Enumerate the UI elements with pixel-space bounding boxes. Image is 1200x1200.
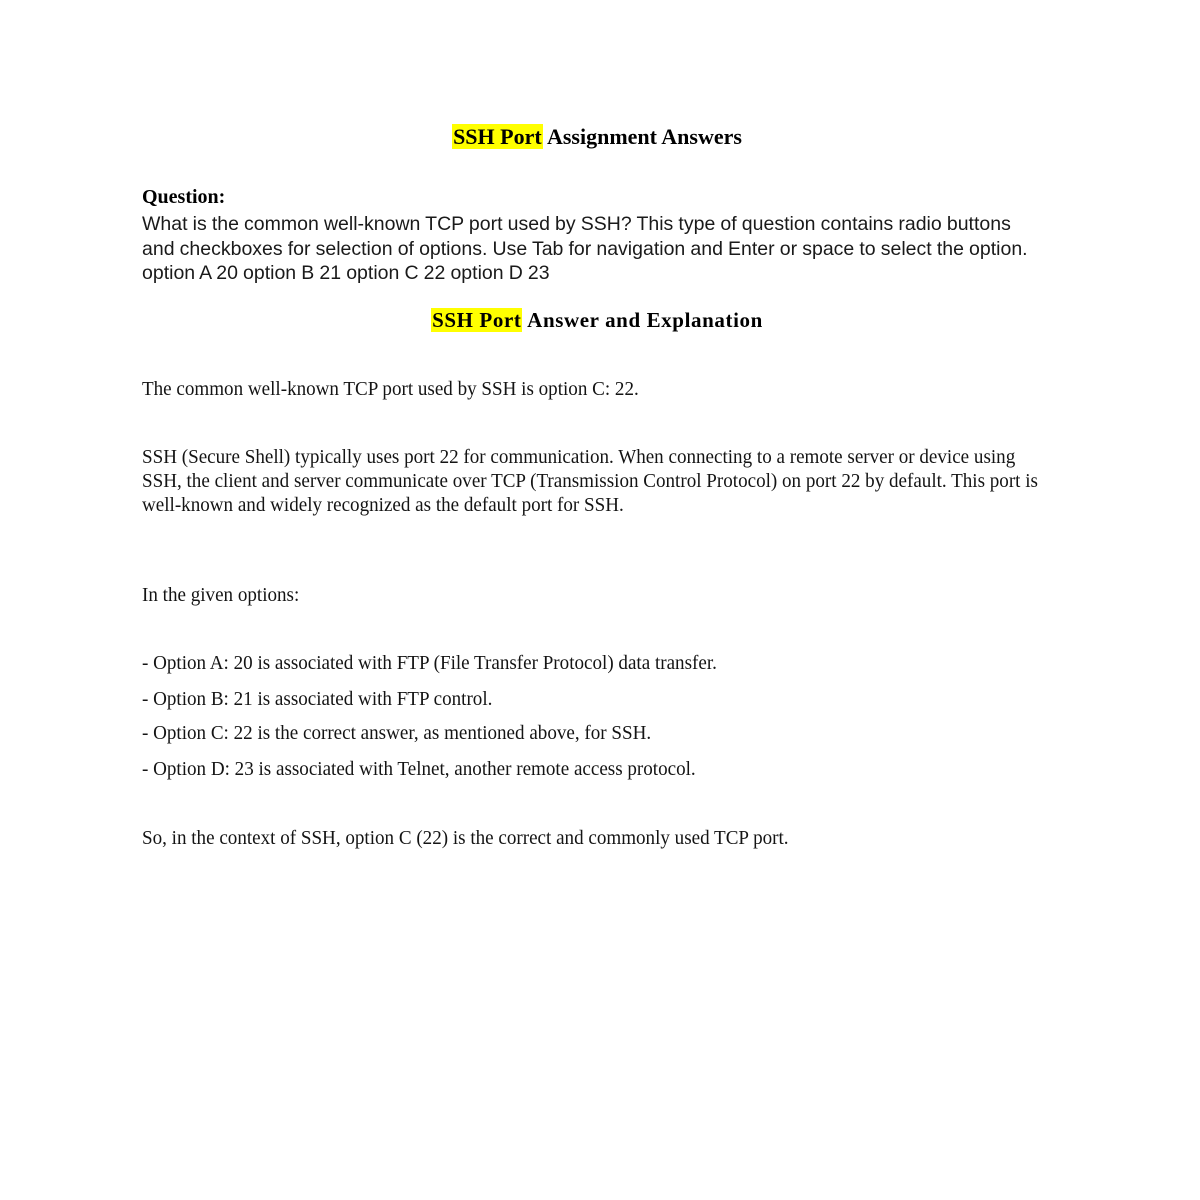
explanation-paragraph: SSH (Secure Shell) typically uses port 22 for communication. When connecting to a remote server or device using SSH, the client and server communicate over TCP (Transmission Control Protocol) on port 22 by default. This port is well-known and widely recognized as the default port for SSH.: [142, 446, 1038, 516]
option-line-a: - Option A: 20 is associated with FTP (File Transfer Protocol) data transfer.: [142, 652, 717, 674]
page-title: [142, 123, 1052, 151]
option-line-c: - Option C: 22 is the correct answer, as mentioned above, for SSH.: [142, 722, 652, 744]
conclusion-paragraph: So, in the context of SSH, option C (22) is the correct and commonly used TCP port.: [142, 827, 789, 849]
answer-heading: [142, 307, 1052, 334]
question-label: Question:: [142, 186, 226, 208]
option-line-b: - Option B: 21 is associated with FTP control.: [142, 688, 493, 710]
answer-heading-rest: Answer and Explanation: [522, 308, 763, 332]
options-intro-paragraph: In the given options:: [142, 584, 300, 606]
answer-summary-paragraph: The common well-known TCP port used by SSH is option C: 22.: [142, 378, 639, 400]
option-line-d: - Option D: 23 is associated with Telnet, another remote access protocol.: [142, 758, 696, 780]
answer-heading-highlight: SSH Port: [432, 308, 522, 332]
question-body-text: What is the common well-known TCP port used by SSH? This type of question contains radio buttons and checkboxes for selection of options. Use Tab for navigation and Enter or space to select the option. option A 20 option B 21 option C 22 option D 23: [142, 213, 1028, 284]
title-rest: Assignment Answers: [542, 124, 742, 149]
title-highlight: SSH Port: [453, 124, 542, 149]
